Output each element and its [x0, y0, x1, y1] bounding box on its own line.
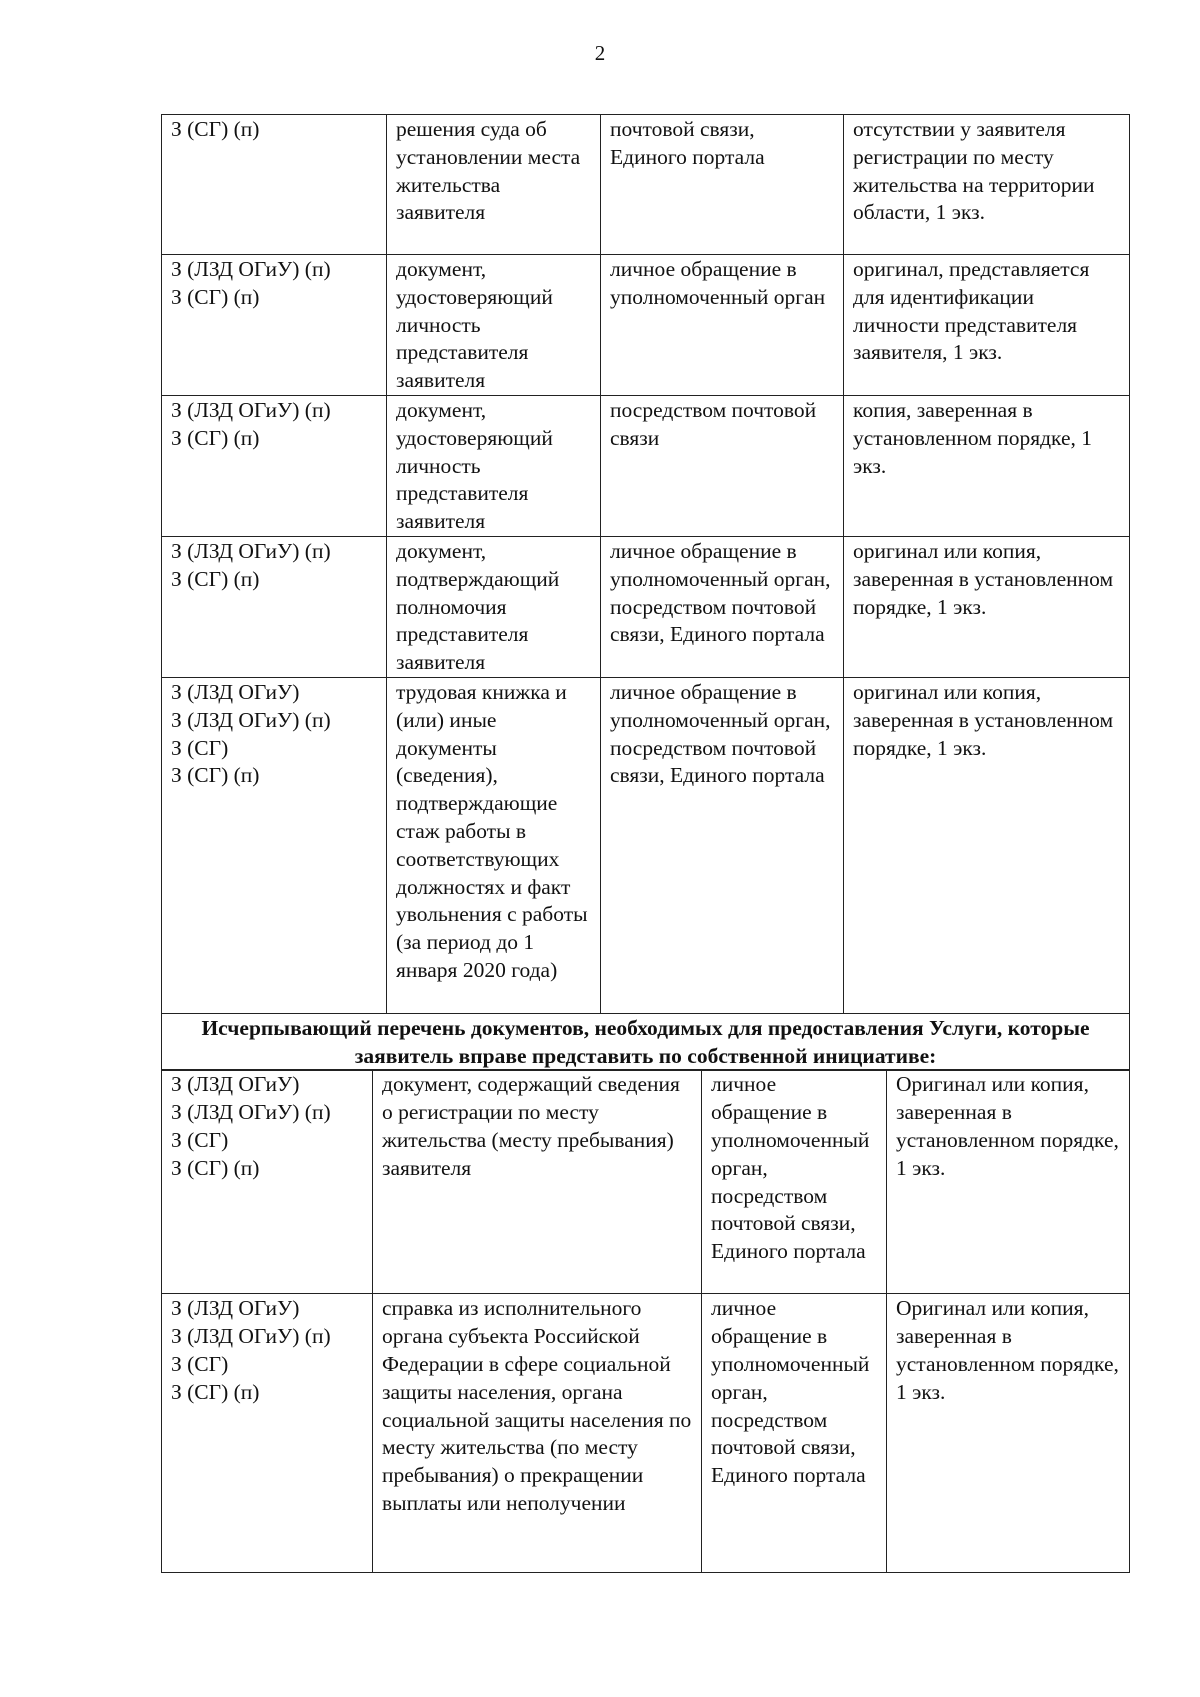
- document-form-cell: оригинал, представляется для идентификации личности представителя заявителя, 1 экз.: [844, 255, 1130, 396]
- table-row: [162, 115, 1130, 255]
- document-name-cell: документ, содержащий сведения о регистрации по месту жительства (месту пребывания) заявителя: [373, 1070, 702, 1294]
- document-form-cell: Оригинал или копия, заверенная в установленном порядке, 1 экз.: [887, 1070, 1130, 1294]
- document-name-cell: трудовая книжка и (или) иные документы (сведения), подтверждающие стаж работы в соответствующих должностях и факт увольнения с работы (за период до 1 января 2020 года): [387, 677, 601, 1013]
- table-row: [162, 1294, 1130, 1573]
- submission-method-cell: личное обращение в уполномоченный орган, посредством почтовой связи, Единого портала: [702, 1070, 887, 1294]
- applicant-category-cell: З (СГ) (п): [162, 115, 387, 255]
- document-name-cell: документ, удостоверяющий личность представителя заявителя: [387, 395, 601, 536]
- submission-method-cell: личное обращение в уполномоченный орган, посредством почтовой связи, Единого портала: [702, 1294, 887, 1573]
- document-form-cell: оригинал или копия, заверенная в установленном порядке, 1 экз.: [844, 677, 1130, 1013]
- submission-method-cell: личное обращение в уполномоченный орган: [601, 255, 844, 396]
- section-heading-row: [162, 1013, 1130, 1070]
- applicant-category-cell: З (ЛЗД ОГиУ) (п) З (СГ) (п): [162, 536, 387, 677]
- page-number: 2: [594, 41, 606, 65]
- applicant-category-cell: З (ЛЗД ОГиУ) (п) З (СГ) (п): [162, 395, 387, 536]
- documents-table: [161, 114, 1129, 1573]
- applicant-category-cell: З (ЛЗД ОГиУ) З (ЛЗД ОГиУ) (п) З (СГ) З (СГ) (п): [162, 677, 387, 1013]
- table-row: [162, 677, 1130, 1013]
- section-heading: Исчерпывающий перечень документов, необходимых для предоставления Услуги, которые заявитель вправе представить по собственной инициативе:: [162, 1013, 1130, 1070]
- table-row: [162, 1070, 1130, 1294]
- table-row: [162, 255, 1130, 396]
- document-name-cell: решения суда об установлении места жительства заявителя: [387, 115, 601, 255]
- submission-method-cell: почтовой связи, Единого портала: [601, 115, 844, 255]
- document-name-cell: документ, подтверждающий полномочия представителя заявителя: [387, 536, 601, 677]
- document-form-cell: оригинал или копия, заверенная в установленном порядке, 1 экз.: [844, 536, 1130, 677]
- document-name-cell: справка из исполнительного органа субъекта Российской Федерации в сфере социальной защиты населения, органа социальной защиты населения по месту жительства (по месту пребывания) о прекращении выплаты или неполучении: [373, 1294, 702, 1573]
- document-form-cell: отсутствии у заявителя регистрации по месту жительства на территории области, 1 экз.: [844, 115, 1130, 255]
- submission-method-cell: посредством почтовой связи: [601, 395, 844, 536]
- table-row: [162, 536, 1130, 677]
- table-row: [162, 395, 1130, 536]
- optional-documents-table: [161, 1069, 1130, 1573]
- document-form-cell: Оригинал или копия, заверенная в установленном порядке, 1 экз.: [887, 1294, 1130, 1573]
- submission-method-cell: личное обращение в уполномоченный орган, посредством почтовой связи, Единого портала: [601, 677, 844, 1013]
- applicant-category-cell: З (ЛЗД ОГиУ) З (ЛЗД ОГиУ) (п) З (СГ) З (СГ) (п): [162, 1294, 373, 1573]
- document-name-cell: документ, удостоверяющий личность представителя заявителя: [387, 255, 601, 396]
- applicant-category-cell: З (ЛЗД ОГиУ) (п) З (СГ) (п): [162, 255, 387, 396]
- required-documents-table: [161, 114, 1130, 1071]
- applicant-category-cell: З (ЛЗД ОГиУ) З (ЛЗД ОГиУ) (п) З (СГ) З (СГ) (п): [162, 1070, 373, 1294]
- document-form-cell: копия, заверенная в установленном порядке, 1 экз.: [844, 395, 1130, 536]
- submission-method-cell: личное обращение в уполномоченный орган, посредством почтовой связи, Единого портала: [601, 536, 844, 677]
